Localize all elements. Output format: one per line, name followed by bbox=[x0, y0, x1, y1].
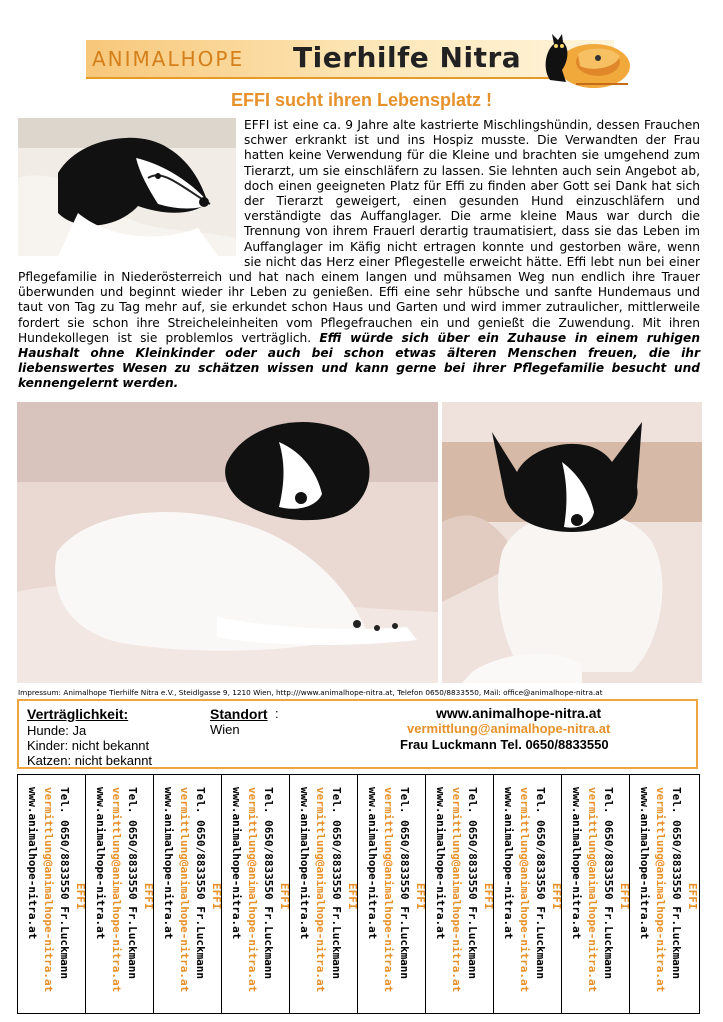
location-value: Wien bbox=[210, 722, 240, 737]
tab-phone: Tel. 0650/8833550 Fr.Luckmann bbox=[262, 787, 275, 980]
tab-phone: Tel. 0650/8833550 Fr.Luckmann bbox=[534, 787, 547, 980]
dog-photo-sitting bbox=[442, 402, 702, 683]
tab-email: vermittlung@animalhope-nitra.at bbox=[314, 787, 327, 993]
tab-email: vermittlung@animalhope-nitra.at bbox=[382, 787, 395, 993]
dog-photo-lying bbox=[17, 402, 438, 683]
tab-web: www.animalhope-nitra.at bbox=[570, 787, 583, 940]
tab-web: www.animalhope-nitra.at bbox=[502, 787, 515, 940]
tab-phone: Tel. 0650/8833550 Fr.Luckmann bbox=[126, 787, 139, 980]
tab-phone: Tel. 0650/8833550 Fr.Luckmann bbox=[58, 787, 71, 980]
location-heading: Standort bbox=[210, 706, 268, 722]
info-box bbox=[17, 699, 698, 769]
tear-off-tab[interactable] bbox=[561, 775, 629, 1013]
tear-off-tab[interactable] bbox=[85, 775, 153, 1013]
tear-off-tab[interactable] bbox=[17, 775, 85, 1013]
story-text: EFFI ist eine ca. 9 Jahre alte kastrierte Mischlingshündin, dessen Frauchen schwer erkrankt ist und ins Hospiz musste. Die Verwandten der Frau hatten keine Verwendung für die Kleine und brachten sie umgehend zum Tierarzt, um sie einschläfern zu lassen. Sie lehnten auch sein Angebot ab, doch einen geeigneten Platz für Effi zu finden aber Gott sei Dank hat sich der Tierarzt geweigert, einen gesunden Hund einzuschläfern und verständigte das Auffanglager. Die arme kleine Maus war durch die Trennung von ihrem Frauerl derartig traumatisiert, dass sie das Leben im Auffanglager im Käfig nicht ertragen konnte und gestorben wäre, wenn sie nicht das Herz einer Pflegestelle erweicht hätte. Effi lebt nun bei einer Pflegefamilie in Niederösterreich und hat nach einem langen und mühsamen Weg nun endlich ihre Trauer überwunden und beginnt wieder ihr Leben zu genießen. Effi eine sehr hübsche und sanfte Hundemaus und taut von Tag zu Tag mehr auf, sie erkundet schon Haus und Garten und wird immer zutraulicher, mittlerweile fordert sie schon ihre Streicheleinheiten vom Pflegefrauchen ein und genießt die Zuwendung. Mit ihren Hundekollegen ist sie problemlos verträglich. bbox=[18, 118, 700, 345]
tab-email: vermittlung@animalhope-nitra.at bbox=[586, 787, 599, 993]
tear-off-tab[interactable] bbox=[289, 775, 357, 1013]
tab-name: EFFI bbox=[74, 883, 87, 910]
tear-off-tabs bbox=[17, 774, 700, 1014]
compat-dogs: Hunde: Ja bbox=[27, 723, 87, 738]
website-link[interactable]: www.animalhope-nitra.at bbox=[436, 705, 602, 721]
tab-phone: Tel. 0650/8833550 Fr.Luckmann bbox=[194, 787, 207, 980]
tear-off-tab[interactable] bbox=[153, 775, 221, 1013]
tab-name: EFFI bbox=[618, 883, 631, 910]
cat-dog-logo-icon bbox=[532, 28, 632, 88]
tab-phone: Tel. 0650/8833550 Fr.Luckmann bbox=[602, 787, 615, 980]
tab-email: vermittlung@animalhope-nitra.at bbox=[450, 787, 463, 993]
story-bold-text: Effi würde sich über ein Zuhause in einem ruhigen Haushalt ohne Kleinkinder oder auch bei schon etwas älteren Menschen freuen, die ihr liebenswertes Wesen zu schätzen wissen und kann gerne bei ihrer Pflegefamilie besucht und kennengelernt werden. bbox=[18, 330, 700, 391]
tear-off-tab[interactable] bbox=[629, 775, 700, 1013]
tab-web: www.animalhope-nitra.at bbox=[434, 787, 447, 940]
tab-name: EFFI bbox=[142, 883, 155, 910]
compatibility-heading: Verträglichkeit: bbox=[27, 706, 129, 722]
tear-off-tab[interactable] bbox=[357, 775, 425, 1013]
tear-off-tab[interactable] bbox=[221, 775, 289, 1013]
brand-subtitle: Tierhilfe Nitra bbox=[293, 41, 522, 74]
tab-name: EFFI bbox=[210, 883, 223, 910]
tab-web: www.animalhope-nitra.at bbox=[638, 787, 651, 940]
page-title: EFFI sucht ihren Lebensplatz ! bbox=[230, 90, 493, 110]
tear-off-tab[interactable] bbox=[493, 775, 561, 1013]
location-colon: : bbox=[275, 706, 279, 721]
email-link[interactable]: vermittlung@animalhope-nitra.at bbox=[407, 721, 611, 736]
tab-name: EFFI bbox=[482, 883, 495, 910]
tab-phone: Tel. 0650/8833550 Fr.Luckmann bbox=[330, 787, 343, 980]
tab-name: EFFI bbox=[686, 883, 699, 910]
tab-email: vermittlung@animalhope-nitra.at bbox=[42, 787, 55, 993]
tab-web: www.animalhope-nitra.at bbox=[26, 787, 39, 940]
tear-off-tab[interactable] bbox=[425, 775, 493, 1013]
compat-cats: Katzen: nicht bekannt bbox=[27, 753, 153, 768]
tab-web: www.animalhope-nitra.at bbox=[230, 787, 243, 940]
impressum: Impressum: Animalhope Tierhilfe Nitra e.V., Steidlgasse 9, 1210 Wien, http:///www.animalhope-nitra.at, Telefon 0650/8833550, Mail: office@animalhope-nitra.at bbox=[18, 688, 603, 697]
tab-email: vermittlung@animalhope-nitra.at bbox=[178, 787, 191, 993]
dog-photo-portrait bbox=[18, 118, 236, 256]
brand-name: ANIMALHOPE bbox=[92, 47, 245, 71]
tab-web: www.animalhope-nitra.at bbox=[298, 787, 311, 940]
tab-web: www.animalhope-nitra.at bbox=[94, 787, 107, 940]
tab-name: EFFI bbox=[346, 883, 359, 910]
tab-name: EFFI bbox=[550, 883, 563, 910]
tab-phone: Tel. 0650/8833550 Fr.Luckmann bbox=[670, 787, 683, 980]
tab-name: EFFI bbox=[414, 883, 427, 910]
tab-email: vermittlung@animalhope-nitra.at bbox=[246, 787, 259, 993]
tab-web: www.animalhope-nitra.at bbox=[162, 787, 175, 940]
tab-email: vermittlung@animalhope-nitra.at bbox=[654, 787, 667, 993]
tab-name: EFFI bbox=[278, 883, 291, 910]
tab-web: www.animalhope-nitra.at bbox=[366, 787, 379, 940]
tab-email: vermittlung@animalhope-nitra.at bbox=[110, 787, 123, 993]
tab-email: vermittlung@animalhope-nitra.at bbox=[518, 787, 531, 993]
tab-phone: Tel. 0650/8833550 Fr.Luckmann bbox=[466, 787, 479, 980]
contact-phone: Frau Luckmann Tel. 0650/8833550 bbox=[400, 737, 609, 752]
compat-kids: Kinder: nicht bekannt bbox=[27, 738, 150, 753]
tab-phone: Tel. 0650/8833550 Fr.Luckmann bbox=[398, 787, 411, 980]
